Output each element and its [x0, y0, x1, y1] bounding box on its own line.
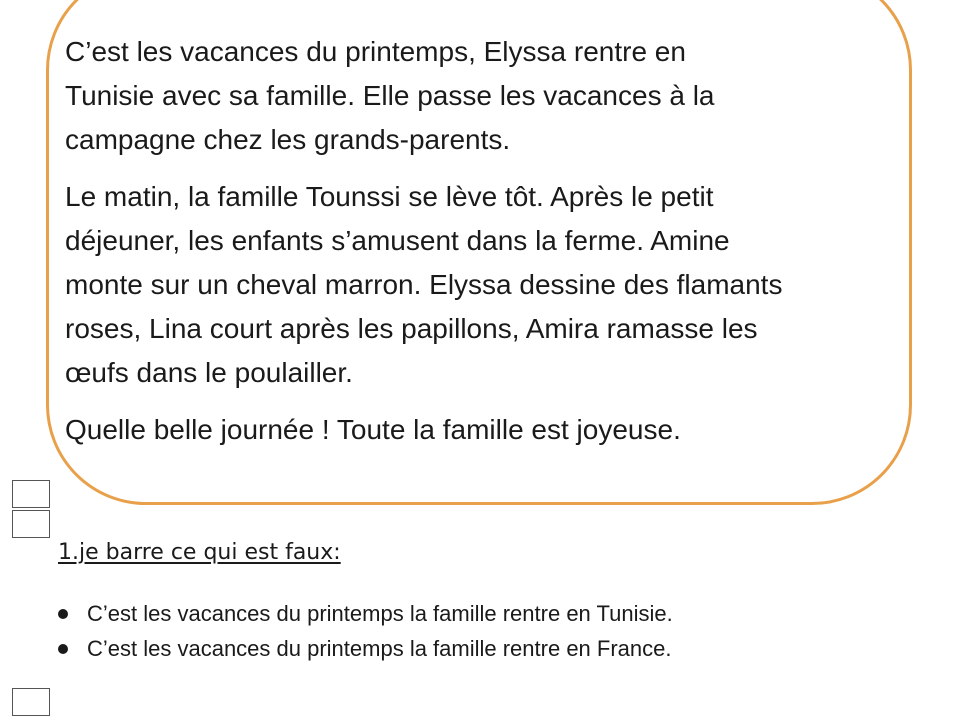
story-line: campagne chez les grands-parents.: [65, 124, 511, 155]
story-text: [65, 30, 905, 465]
story-paragraph-1: [65, 30, 905, 162]
empty-box: [12, 688, 50, 716]
exercise-options: [55, 596, 673, 666]
story-line: C’est les vacances du printemps, Elyssa rentre en: [65, 36, 686, 67]
exercise-title: 1.je barre ce qui est faux:: [58, 540, 341, 565]
option-text: C’est les vacances du printemps la famille rentre en France.: [87, 636, 672, 661]
story-line: Quelle belle journée ! Toute la famille est joyeuse.: [65, 414, 681, 445]
story-line: roses, Lina court après les papillons, Amira ramasse les: [65, 313, 758, 344]
empty-box: [12, 510, 50, 538]
option-item: [55, 596, 673, 631]
story-line: Le matin, la famille Tounssi se lève tôt. Après le petit: [65, 181, 714, 212]
story-paragraph-3: [65, 408, 905, 452]
story-paragraph-2: [65, 175, 905, 395]
story-line: déjeuner, les enfants s’amusent dans la ferme. Amine: [65, 225, 730, 256]
story-line: Tunisie avec sa famille. Elle passe les vacances à la: [65, 80, 715, 111]
empty-box: [12, 480, 50, 508]
story-line: œufs dans le poulailler.: [65, 357, 353, 388]
option-item: [55, 631, 673, 666]
bullet-icon: [58, 644, 68, 654]
bullet-icon: [58, 609, 68, 619]
option-text: C’est les vacances du printemps la famille rentre en Tunisie.: [87, 601, 673, 626]
story-line: monte sur un cheval marron. Elyssa dessine des flamants: [65, 269, 783, 300]
